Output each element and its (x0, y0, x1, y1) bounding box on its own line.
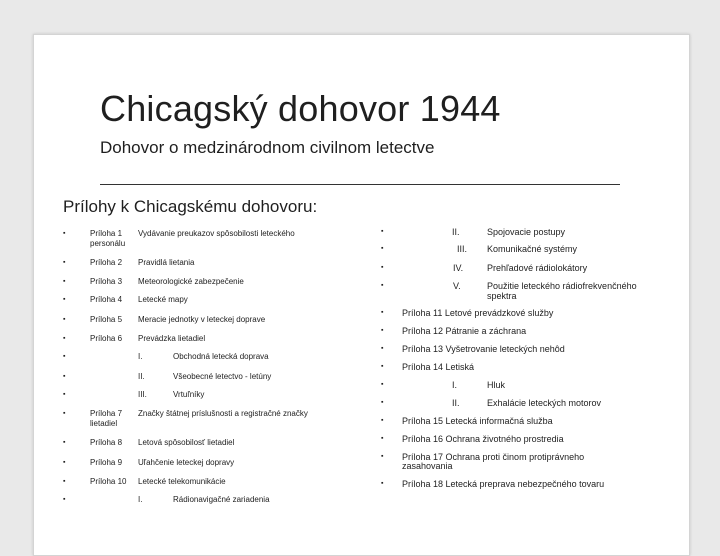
annex-text: Spojovacie postupy (487, 227, 566, 237)
bullet-icon: ▪ (381, 453, 384, 460)
annex-label: Príloha 6 (90, 334, 123, 343)
roman-numeral: II. (452, 227, 460, 237)
title-divider (100, 184, 620, 185)
annex-text: Všeobecné letectvo - letúny (173, 372, 272, 381)
bullet-icon: ▪ (381, 327, 384, 334)
annex-text: Prevádzka lietadiel (138, 334, 206, 343)
bullet-icon: ▪ (63, 353, 66, 360)
bullet-icon: ▪ (63, 478, 66, 485)
bullet-icon: ▪ (63, 391, 66, 398)
annex-text: Meracie jednotky v leteckej doprave (138, 315, 266, 324)
roman-numeral: II. (452, 398, 460, 408)
bullet-icon: ▪ (63, 373, 66, 380)
bullet-icon: ▪ (381, 228, 384, 235)
annex-text: Rádionavigačné zariadenia (173, 495, 270, 504)
roman-numeral: I. (138, 352, 143, 361)
annex-text-cont: spektra (487, 291, 517, 301)
annex-label: Príloha 4 (90, 295, 123, 304)
annex-text: Príloha 12 Pátranie a záchrana (402, 326, 527, 336)
annex-text: Obchodná letecká doprava (173, 352, 269, 361)
roman-numeral: I. (452, 380, 458, 390)
annex-text: Značky štátnej príslušnosti a registračné značky (138, 409, 308, 418)
annex-text: Použitie leteckého rádiofrekvenčného (487, 281, 637, 291)
bullet-icon: ▪ (381, 363, 384, 370)
annex-text: Príloha 14 Letiská (402, 362, 475, 372)
annex-label-cont: personálu (90, 239, 126, 248)
roman-numeral: IV. (453, 263, 464, 273)
roman-numeral: III. (457, 244, 468, 254)
annex-label: Príloha 9 (90, 458, 123, 467)
bullet-icon: ▪ (63, 230, 66, 237)
bullet-icon: ▪ (381, 264, 384, 271)
bullet-icon: ▪ (63, 335, 66, 342)
bullet-icon: ▪ (381, 309, 384, 316)
roman-numeral: I. (138, 495, 143, 504)
annex-text: Hluk (487, 380, 506, 390)
bullet-icon: ▪ (63, 278, 66, 285)
annex-label-cont: lietadiel (90, 419, 118, 428)
annex-text: Komunikačné systémy (487, 244, 578, 254)
slide-subtitle: Dohovor o medzinárodnom civilnom letectve (100, 138, 435, 157)
annex-label: Príloha 7 (90, 409, 123, 418)
bullet-icon: ▪ (381, 417, 384, 424)
annex-label: Príloha 2 (90, 258, 123, 267)
annex-label: Príloha 5 (90, 315, 123, 324)
bullet-icon: ▪ (381, 381, 384, 388)
annex-label: Príloha 1 (90, 229, 123, 238)
bullet-icon: ▪ (381, 399, 384, 406)
bullet-icon: ▪ (63, 316, 66, 323)
annex-text: Letecké mapy (138, 295, 188, 304)
slide-title: Chicagský dohovor 1944 (100, 88, 501, 129)
bullet-icon: ▪ (381, 480, 384, 487)
annex-text: Meteorologické zabezpečenie (138, 277, 244, 286)
annex-label: Príloha 3 (90, 277, 123, 286)
section-heading: Prílohy k Chicagskému dohovoru: (63, 197, 318, 216)
bullet-icon: ▪ (63, 296, 66, 303)
roman-numeral: V. (453, 281, 461, 291)
annex-text: Uľahčenie leteckej dopravy (138, 458, 235, 467)
annex-text: Príloha 13 Vyšetrovanie leteckých nehôd (402, 344, 565, 354)
bullet-icon: ▪ (63, 259, 66, 266)
annex-text: Príloha 15 Letecká informačná služba (402, 416, 553, 426)
annex-label: Príloha 10 (90, 477, 127, 486)
annex-text: Pravidlá lietania (138, 258, 195, 267)
annex-text: Letecké telekomunikácie (138, 477, 226, 486)
bullet-icon: ▪ (63, 496, 66, 503)
annex-label: Príloha 8 (90, 438, 123, 447)
annex-text: Príloha 16 Ochrana životného prostredia (402, 434, 564, 444)
annex-text: Letová spôsobilosť lietadiel (138, 438, 235, 447)
annex-text-cont: zasahovania (402, 461, 453, 471)
roman-numeral: III. (138, 390, 147, 399)
annex-text: Prehľadové rádiolokátory (487, 263, 588, 273)
bullet-icon: ▪ (381, 282, 384, 289)
annex-text: Vydávanie preukazov spôsobilosti leteckého (138, 229, 295, 238)
annex-text: Príloha 11 Letové prevádzkové služby (402, 308, 554, 318)
bullet-icon: ▪ (381, 435, 384, 442)
bullet-icon: ▪ (63, 410, 66, 417)
bullet-icon: ▪ (63, 459, 66, 466)
annex-text: Príloha 18 Letecká preprava nebezpečného tovaru (402, 479, 605, 489)
annex-text: Exhalácie leteckých motorov (487, 398, 602, 408)
annex-text: Príloha 17 Ochrana proti činom protiprávneho (402, 452, 585, 462)
roman-numeral: II. (138, 372, 145, 381)
bullet-icon: ▪ (381, 345, 384, 352)
annex-text: Vrtuľníky (173, 390, 205, 399)
bullet-icon: ▪ (63, 439, 66, 446)
bullet-icon: ▪ (381, 245, 384, 252)
